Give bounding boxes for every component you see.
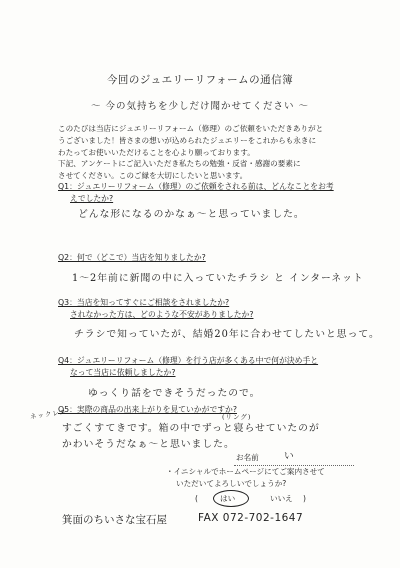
consent-line-2: いただいてよろしいでしょうか? bbox=[176, 479, 287, 488]
answer-4: ゆっくり話をできそうだったので。 bbox=[88, 388, 261, 399]
selected-circle-mark bbox=[213, 490, 249, 507]
consent-no[interactable]: いいえ bbox=[270, 494, 293, 503]
question-3 bbox=[58, 297, 358, 321]
answer-5-line-2: かわいそうだなぁ～と思いました。 bbox=[62, 439, 235, 450]
consent-line-1: ・イニシャルでホームページにてご案内させて bbox=[166, 467, 325, 476]
question-4-label: Q4：ジュエリーリフォーム（修理）を行う店が多くある中で何が決め手と bbox=[58, 356, 319, 365]
question-3-cont: されなかった方は、どのような不安がありましたか? bbox=[70, 310, 254, 319]
question-4-cont: なって当店に依頼しましたか? bbox=[70, 368, 176, 377]
intro-text bbox=[58, 123, 358, 182]
intro-line: このたびは当店にジュエリーリフォーム（修理）のご依頼をいただきありがと bbox=[58, 124, 324, 133]
answer-5-insert: (リング) bbox=[222, 413, 252, 421]
intro-line: うございました！皆さまの想いが込められたジュエリーをこれからも永きに bbox=[58, 135, 317, 145]
question-5 bbox=[58, 404, 358, 416]
question-2-label: Q2：何で（どこで）当店を知りましたか? bbox=[58, 253, 206, 262]
question-3-label: Q3：当店を知ってすぐにご相談をされましたか? bbox=[58, 298, 230, 307]
answer-5-line-1: すごくすてきです。箱の中でずっと寝らせていたのが bbox=[62, 423, 320, 434]
shop-name: 箕面のちいさな宝石屋 bbox=[62, 514, 167, 526]
question-1 bbox=[58, 181, 358, 205]
page-subtitle: ～ 今の気持ちを少しだけ聞かせてください ～ bbox=[90, 101, 310, 112]
consent-yes[interactable]: はい bbox=[220, 494, 236, 503]
fax-number: FAX 072-702-1647 bbox=[198, 512, 304, 524]
name-field-label: お名前 bbox=[236, 453, 259, 462]
answer-2: 1～2年前に新聞の中に入っていたチラシ と インターネット bbox=[72, 273, 364, 284]
name-field-value: い bbox=[284, 451, 295, 462]
intro-line: わたってお使いいただけることを心より願っております。 bbox=[58, 147, 255, 157]
question-1-cont: えでしたか? bbox=[70, 194, 114, 203]
answer-5-note: ネックレス bbox=[29, 407, 68, 421]
question-1-label: Q1：ジュエリーリフォーム（修理）のご依頼をされる前は、どんなことをお考 bbox=[58, 182, 334, 191]
consent-paren-open: ( bbox=[195, 494, 198, 503]
intro-line: 下記、アンケートにご記入いただき私たちの勉強・反省・感謝の要素に bbox=[58, 159, 301, 169]
answer-3: チラシで知っていたが、結婚20年に合わせてしたいと思って。 bbox=[74, 329, 380, 340]
page-title: 今回のジュエリーリフォームの通信簿 bbox=[106, 74, 294, 86]
question-2 bbox=[58, 252, 358, 264]
consent-paren-close: ) bbox=[303, 494, 306, 503]
question-5-label: Q5：実際の商品の出来上がりを見ていかがですか? bbox=[58, 405, 237, 414]
question-4 bbox=[58, 355, 358, 379]
answer-1: どんな形になるのかなぁ～と思っていました。 bbox=[78, 209, 305, 220]
intro-line: させてください。このご縁を大切にしたいと思います。 bbox=[58, 171, 248, 181]
